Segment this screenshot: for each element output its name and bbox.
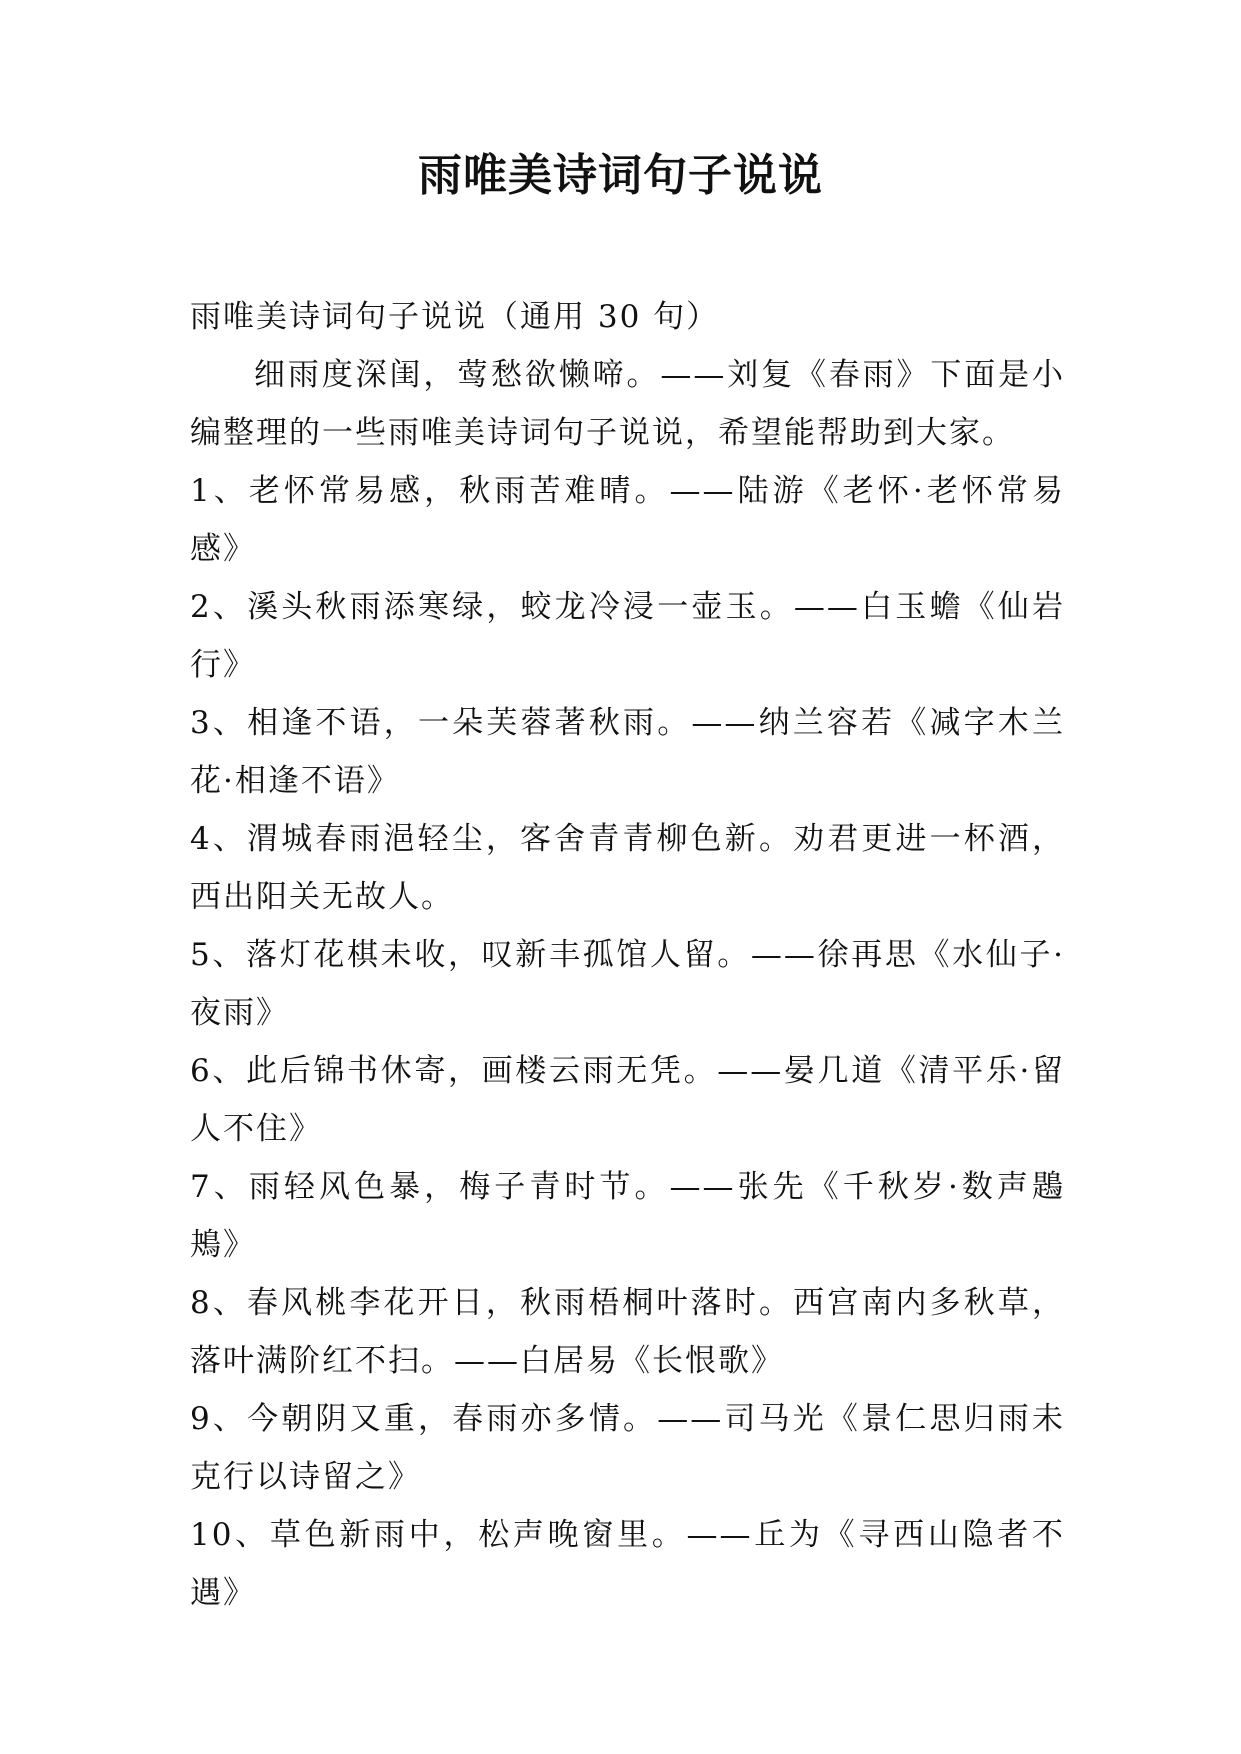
quote-item-4: 4、渭城春雨浥轻尘，客舍青青柳色新。劝君更进一杯酒，西出阳关无故人。 — [190, 821, 1065, 915]
quote-item-10: 10、草色新雨中，松声晚窗里。——丘为《寻西山隐者不遇》 — [190, 1517, 1065, 1611]
quote-item-7: 7、雨轻风色暴，梅子青时节。——张先《千秋岁·数声鶗鴂》 — [190, 1169, 1065, 1263]
document-body — [190, 288, 1065, 1622]
page-title: 雨唯美诗词句子说说 — [418, 150, 823, 201]
quote-item-6: 6、此后锦书休寄，画楼云雨无凭。——晏几道《清平乐·留人不住》 — [190, 1053, 1065, 1147]
quote-item-2: 2、溪头秋雨添寒绿，蛟龙冷浸一壶玉。——白玉蟾《仙岩行》 — [190, 589, 1065, 683]
quote-item-9: 9、今朝阴又重，春雨亦多情。——司马光《景仁思归雨未克行以诗留之》 — [190, 1401, 1065, 1495]
quote-item-5: 5、落灯花棋未收，叹新丰孤馆人留。——徐再思《水仙子·夜雨》 — [190, 937, 1065, 1031]
document-subtitle: 雨唯美诗词句子说说（通用 30 句） — [190, 299, 720, 335]
quote-item-1: 1、老怀常易感，秋雨苦难晴。——陆游《老怀·老怀常易感》 — [190, 473, 1065, 567]
quote-item-8: 8、春风桃李花开日，秋雨梧桐叶落时。西宫南内多秋草，落叶满阶红不扫。——白居易《长恨歌》 — [190, 1285, 1065, 1379]
intro-paragraph: 细雨度深闺，莺愁欲懒啼。——刘复《春雨》下面是小编整理的一些雨唯美诗词句子说说，希望能帮助到大家。 — [190, 357, 1065, 451]
quote-item-3: 3、相逢不语，一朵芙蓉著秋雨。——纳兰容若《减字木兰花·相逢不语》 — [190, 705, 1065, 799]
